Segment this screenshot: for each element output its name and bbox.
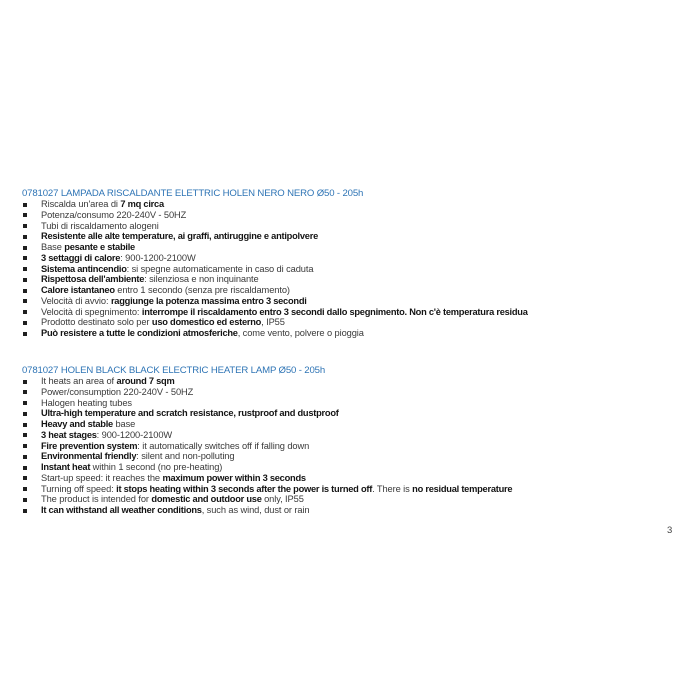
bold-text: around 7 sqm xyxy=(116,376,175,386)
body-text: Base xyxy=(41,242,65,252)
square-bullet-icon xyxy=(23,299,27,303)
square-bullet-icon xyxy=(23,444,27,448)
list-item xyxy=(22,231,682,242)
bullet-list-italian xyxy=(22,199,682,339)
body-text: : silent and non-polluting xyxy=(136,451,235,462)
body-text: Velocità di avvio: xyxy=(41,295,111,306)
list-item xyxy=(22,253,682,264)
body-text: only, IP55 xyxy=(261,494,304,505)
bold-text: Può resistere a tutte le condizioni atmosferiche xyxy=(41,328,238,338)
list-item xyxy=(22,494,682,505)
square-bullet-icon xyxy=(23,433,27,437)
bold-text: It can withstand all weather conditions xyxy=(41,505,202,515)
bold-text: Environmental friendly xyxy=(41,451,137,462)
bold-text: 3 settaggi di calore xyxy=(41,252,121,263)
square-bullet-icon xyxy=(23,321,27,325)
bold-text: 3 heat stages xyxy=(41,429,97,440)
list-item xyxy=(22,376,682,387)
list-item xyxy=(22,328,682,339)
body-text: : silenziosa e non inquinante xyxy=(144,274,259,285)
bold-text: Fire prevention system xyxy=(41,440,138,451)
list-item xyxy=(22,242,682,253)
body-text: within 1 second (no pre-heating) xyxy=(90,462,223,472)
list-item xyxy=(22,408,682,419)
square-bullet-icon xyxy=(23,267,27,271)
body-text: : si spegne automaticamente in caso di caduta xyxy=(126,263,314,274)
english-section xyxy=(22,365,682,516)
list-item xyxy=(22,484,682,495)
section-title-english: 0781027 HOLEN BLACK BLACK ELECTRIC HEATER LAMP Ø50 - 205h xyxy=(22,365,326,376)
body-text: base xyxy=(112,419,136,429)
bullet-list-english xyxy=(22,376,682,516)
body-text: Tubi di riscaldamento alogeni xyxy=(41,220,159,231)
list-item xyxy=(22,473,682,484)
square-bullet-icon xyxy=(23,423,27,427)
body-text: Start-up speed: it reaches the xyxy=(41,472,163,483)
list-item xyxy=(22,462,682,473)
body-text: It heats an area of xyxy=(41,376,117,386)
bold-text: no residual temperature xyxy=(412,483,513,494)
bold-text: 7 mq circa xyxy=(120,199,164,209)
list-item xyxy=(22,419,682,430)
list-item xyxy=(22,441,682,452)
list-item xyxy=(22,285,682,296)
list-item xyxy=(22,451,682,462)
list-item xyxy=(22,317,682,328)
list-item xyxy=(22,210,682,221)
square-bullet-icon xyxy=(23,235,27,239)
bold-text: Heavy and stable xyxy=(41,419,113,429)
bold-text: domestic and outdoor use xyxy=(151,494,262,505)
body-text: Potenza/consumo 220-240V - 50HZ xyxy=(41,209,187,220)
body-text: Halogen heating tubes xyxy=(41,397,132,408)
bold-text: interrompe il riscaldamento entro 3 secondi dallo spegnimento. Non c'è temperatura residua xyxy=(141,306,528,317)
bold-text: it stops heating within 3 seconds after the power is turned off xyxy=(116,483,373,494)
bold-text: Instant heat xyxy=(41,462,91,472)
list-item xyxy=(22,199,682,210)
square-bullet-icon xyxy=(23,390,27,394)
square-bullet-icon xyxy=(23,310,27,314)
list-item xyxy=(22,307,682,318)
body-text: : 900-1200-2100W xyxy=(120,252,196,263)
square-bullet-icon xyxy=(23,278,27,282)
square-bullet-icon xyxy=(23,509,27,513)
list-item xyxy=(22,398,682,409)
list-item xyxy=(22,264,682,275)
bold-text: Calore istantaneo xyxy=(41,285,115,295)
body-text: Power/consumption 220-240V - 50HZ xyxy=(41,386,194,397)
bold-text: maximum power within 3 seconds xyxy=(162,472,306,483)
body-text: , come vento, polvere o pioggia xyxy=(237,328,364,338)
bold-text: Ultra-high temperature and scratch resistance, rustproof and dustproof xyxy=(41,408,339,419)
body-text: : it automatically switches off if falling down xyxy=(137,440,310,451)
list-item xyxy=(22,387,682,398)
square-bullet-icon xyxy=(23,203,27,207)
square-bullet-icon xyxy=(23,498,27,502)
square-bullet-icon xyxy=(23,401,27,405)
square-bullet-icon xyxy=(23,256,27,260)
body-text: Riscalda un'area di xyxy=(41,199,121,209)
list-item xyxy=(22,274,682,285)
body-text: , such as wind, dust or rain xyxy=(201,505,310,515)
body-text: Turning off speed: xyxy=(41,483,117,494)
bold-text: Sistema antincendio xyxy=(41,263,127,274)
square-bullet-icon xyxy=(23,332,27,336)
list-item xyxy=(22,430,682,441)
body-text: : 900-1200-2100W xyxy=(96,429,173,440)
square-bullet-icon xyxy=(23,246,27,250)
body-text: . There is xyxy=(372,483,413,494)
bold-text: raggiunge la potenza massima entro 3 secondi xyxy=(110,295,307,306)
square-bullet-icon xyxy=(23,455,27,459)
body-text: Prodotto destinato solo per xyxy=(41,317,152,328)
bold-text: pesante e stabile xyxy=(64,242,135,252)
list-item xyxy=(22,505,682,516)
body-text: Velocità di spegnimento: xyxy=(41,306,142,317)
list-item xyxy=(22,221,682,232)
list-item xyxy=(22,296,682,307)
body-text: The product is intended for xyxy=(41,494,152,505)
square-bullet-icon xyxy=(23,224,27,228)
square-bullet-icon xyxy=(23,412,27,416)
body-text: entro 1 secondo (senza pre riscaldamento) xyxy=(114,285,290,295)
square-bullet-icon xyxy=(23,380,27,384)
square-bullet-icon xyxy=(23,487,27,491)
bold-text: uso domestico ed esterno xyxy=(151,317,262,328)
square-bullet-icon xyxy=(23,289,27,293)
section-title-italian: 0781027 LAMPADA RISCALDANTE ELETTRIC HOLEN NERO NERO Ø50 - 205h xyxy=(22,188,364,199)
square-bullet-icon xyxy=(23,466,27,470)
bold-text: Rispettosa dell'ambiente xyxy=(41,274,145,285)
square-bullet-icon xyxy=(23,476,27,480)
italian-section xyxy=(22,188,682,339)
page-number: 3 xyxy=(667,525,673,536)
square-bullet-icon xyxy=(23,213,27,217)
bold-text: Resistente alle alte temperature, ai graffi, antiruggine e antipolvere xyxy=(41,231,318,242)
body-text: , IP55 xyxy=(261,317,285,328)
